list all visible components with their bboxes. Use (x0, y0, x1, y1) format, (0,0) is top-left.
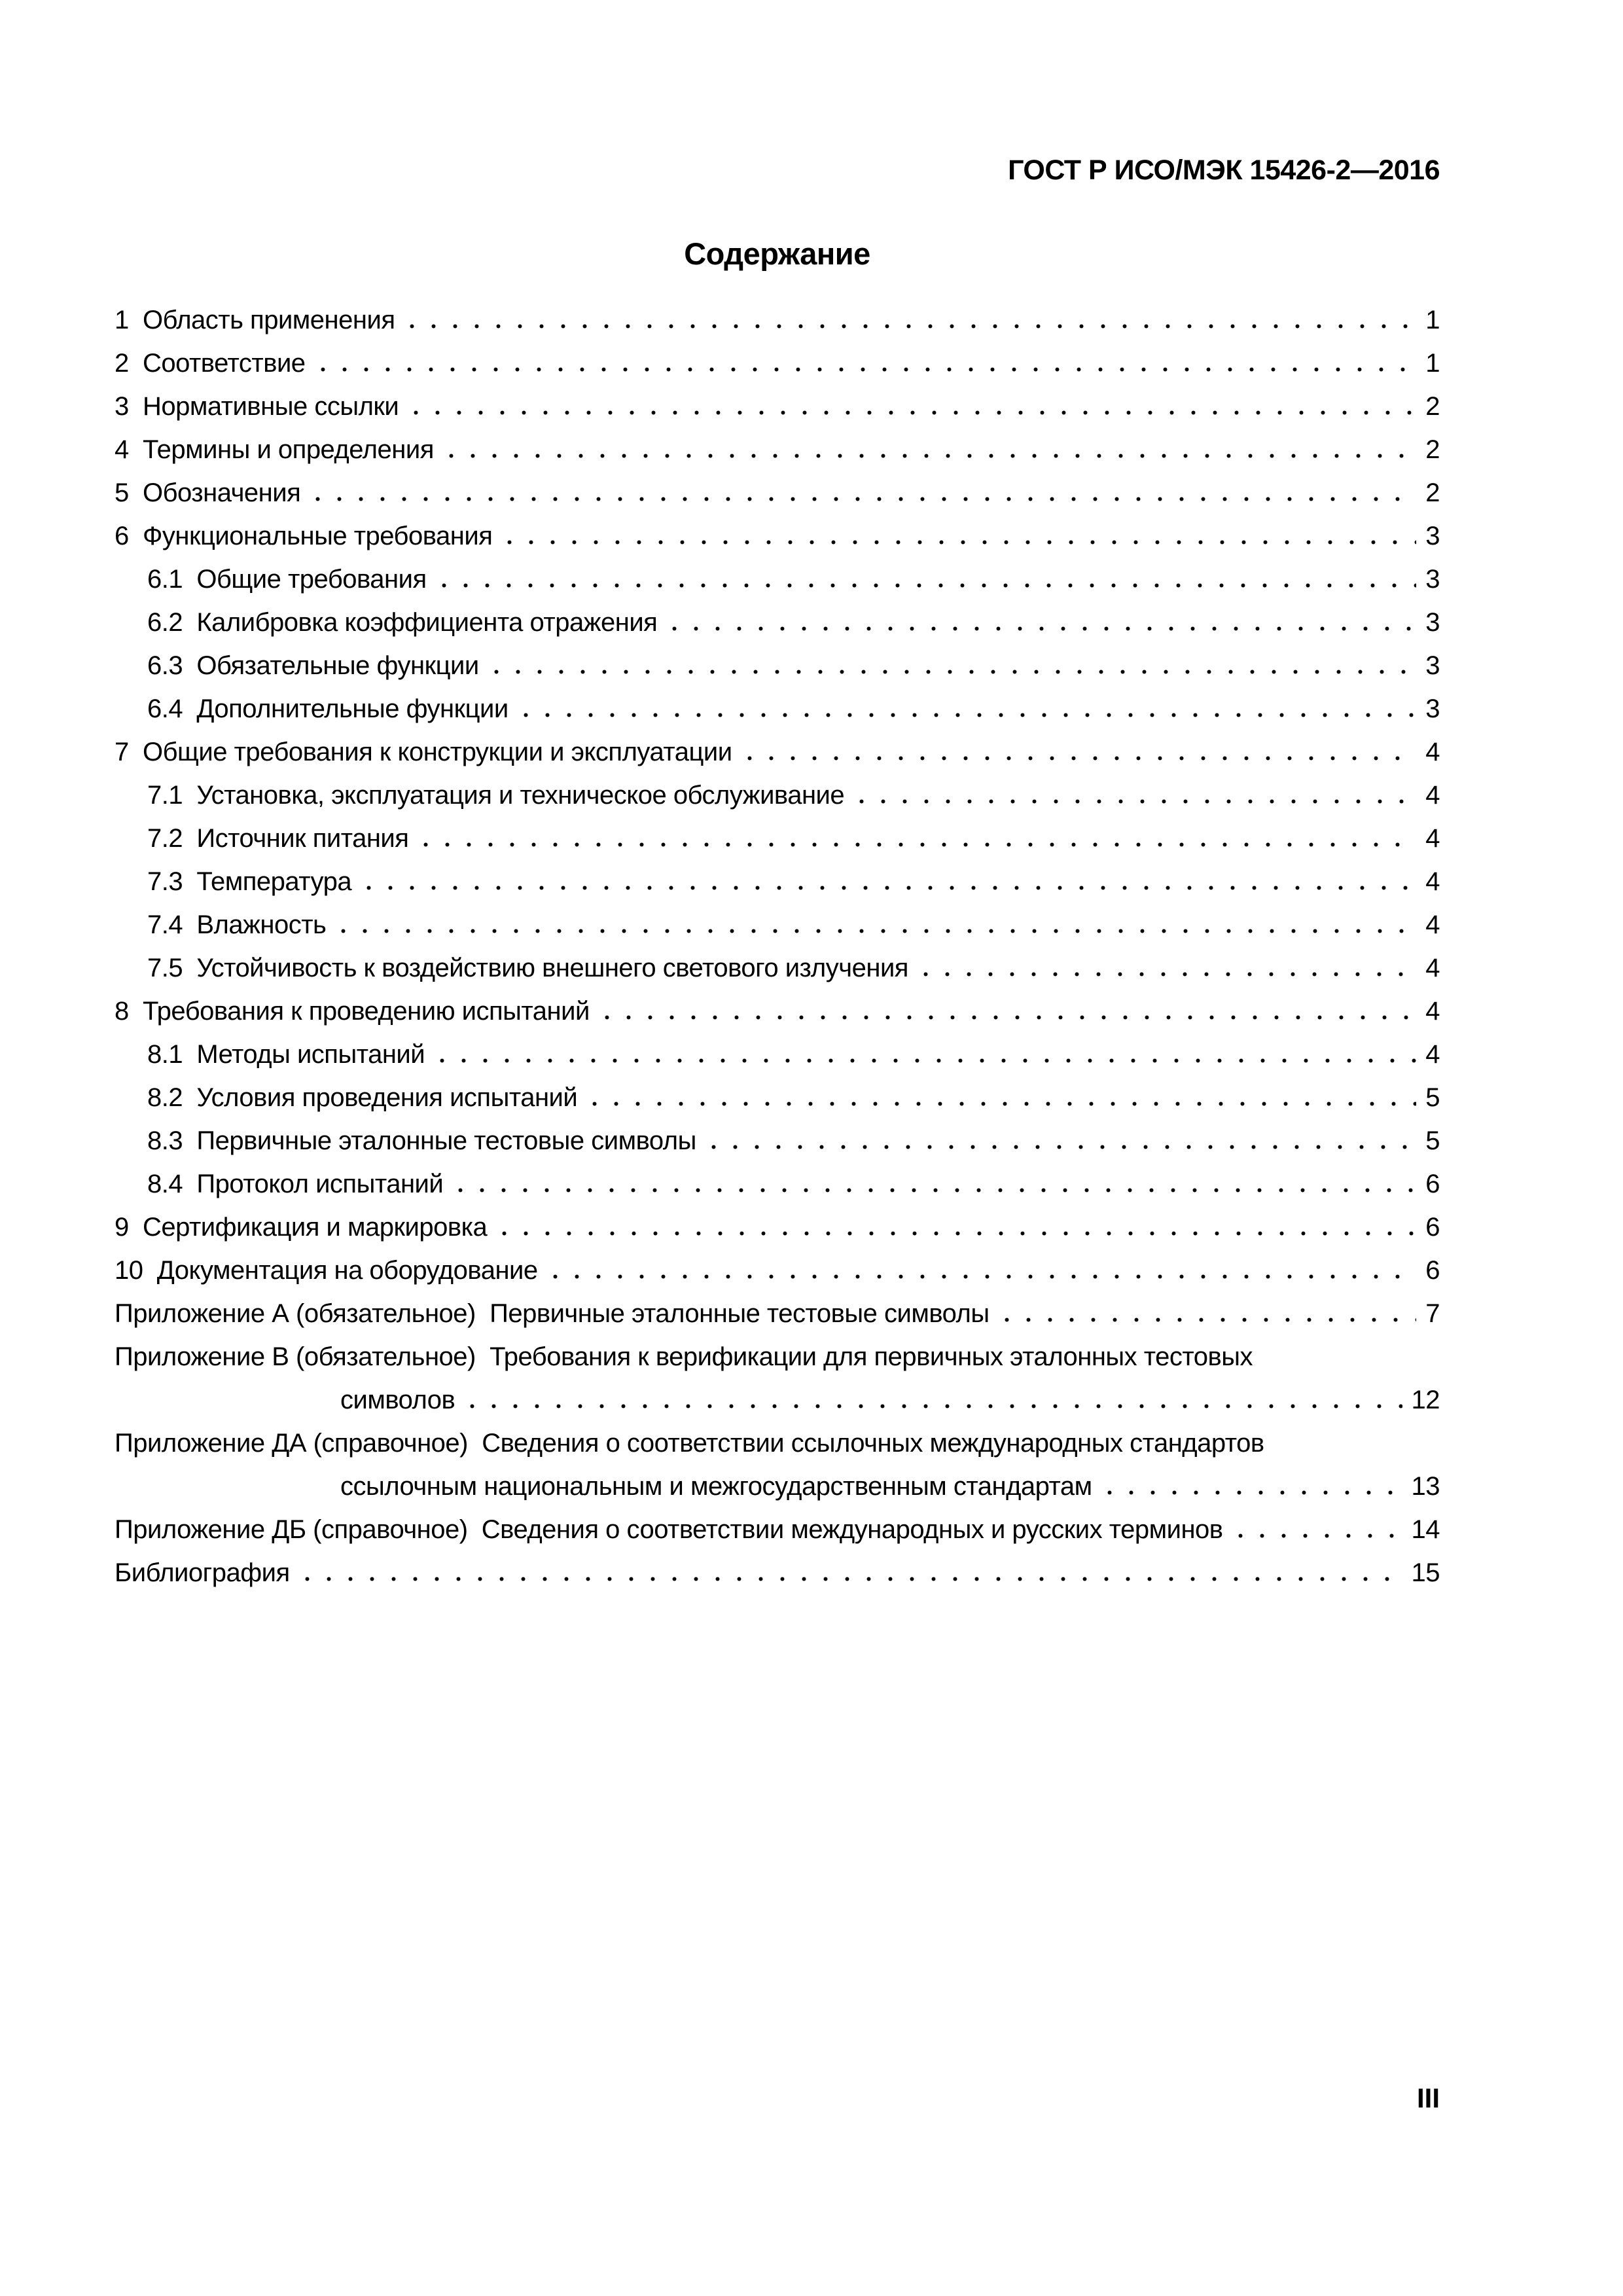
toc-entry-label: 8 Требования к проведению испытаний (115, 997, 590, 1026)
toc-entry (115, 471, 1440, 514)
toc-entry-page-number: 6 (1425, 1170, 1440, 1198)
toc-entry (115, 817, 1440, 860)
toc-entry-label: 6.3 Обязательные функции (147, 651, 479, 680)
toc-entry-label: 6.1 Общие требования (147, 565, 427, 594)
toc-leader-dots (515, 713, 1417, 717)
page-title: Содержание (684, 236, 870, 271)
toc-list (115, 298, 1440, 1594)
toc-entry-page-number: 1 (1425, 306, 1440, 334)
toc-leader-dots (596, 1015, 1416, 1020)
toc-entry-page-number: 4 (1425, 824, 1440, 853)
toc-leader-dots (332, 929, 1416, 933)
toc-leader-dots (584, 1102, 1416, 1106)
toc-entry-label: Приложение В (обязательное) Требования к верификации для первичных эталонных тестовых (115, 1342, 1253, 1371)
toc-entry-page-number: 4 (1425, 867, 1440, 896)
toc-entry (115, 1508, 1440, 1551)
toc-entry (115, 730, 1440, 774)
toc-entry-page-number: 7 (1425, 1299, 1440, 1328)
toc-entry-page-number: 6 (1425, 1256, 1440, 1285)
toc-entry-label: 10 Документация на оборудование (115, 1256, 538, 1285)
toc-entry-page-number: 4 (1425, 954, 1440, 982)
toc-entry (115, 1465, 1440, 1508)
toc-leader-dots (296, 1577, 1402, 1581)
footer-page-number: III (1416, 2083, 1440, 2113)
toc-entry-page-number: 1 (1425, 349, 1440, 378)
toc-entry-page-number: 5 (1425, 1126, 1440, 1155)
toc-leader-dots (703, 1145, 1416, 1149)
toc-entry-page-number: 3 (1425, 522, 1440, 550)
toc-entry-label: 7.3 Температура (147, 867, 352, 896)
toc-leader-dots (851, 799, 1416, 804)
toc-entry-page-number: 14 (1411, 1515, 1440, 1544)
toc-entry-label: 7.2 Источник питания (147, 824, 409, 853)
toc-entry (115, 1206, 1440, 1249)
toc-entry-label: 4 Термины и определения (115, 435, 434, 464)
toc-entry-page-number: 15 (1411, 1558, 1440, 1587)
toc-entry-label: 1 Область применения (115, 306, 395, 334)
toc-entry-label: Библиография (115, 1558, 290, 1587)
toc-entry (115, 644, 1440, 687)
toc-entry (115, 342, 1440, 385)
toc-leader-dots (996, 1318, 1417, 1322)
toc-leader-dots (461, 1404, 1402, 1408)
toc-entry (115, 1551, 1440, 1594)
toc-entry-page-number: 2 (1425, 435, 1440, 464)
toc-entry (115, 514, 1440, 558)
toc-entry-label: 7.4 Влажность (147, 910, 327, 939)
toc-leader-dots (915, 972, 1416, 977)
toc-entry-label: 6.2 Калибровка коэффициента отражения (147, 608, 658, 637)
toc-entry-page-number: 3 (1425, 651, 1440, 680)
toc-entry-page-number: 4 (1425, 910, 1440, 939)
toc-leader-dots (401, 324, 1416, 329)
toc-entry-page-number: 2 (1425, 478, 1440, 507)
toc-entry-label: Приложение А (обязательное) Первичные эталонные тестовые символы (115, 1299, 990, 1328)
toc-leader-dots (544, 1274, 1417, 1279)
toc-leader-dots (450, 1188, 1416, 1193)
toc-entry-label: ссылочным национальным и межгосударственным стандартам (340, 1472, 1092, 1501)
toc-leader-dots (486, 670, 1417, 674)
toc-entry-label: 8.1 Методы испытаний (147, 1040, 425, 1069)
toc-entry (115, 601, 1440, 644)
toc-entry-label: символов (340, 1386, 455, 1414)
toc-leader-dots (312, 367, 1417, 372)
toc-leader-dots (405, 410, 1416, 415)
toc-entry (115, 903, 1440, 946)
toc-leader-dots (499, 540, 1416, 545)
toc-entry (115, 946, 1440, 990)
toc-entry (115, 1162, 1440, 1206)
toc-entry (115, 687, 1440, 730)
toc-entry-label: 6 Функциональные требования (115, 522, 493, 550)
document-designation: ГОСТ Р ИСО/МЭК 15426-2—2016 (1008, 154, 1440, 186)
toc-leader-dots (433, 583, 1417, 588)
toc-entry-page-number: 4 (1425, 1040, 1440, 1069)
toc-entry-page-number: 4 (1425, 997, 1440, 1026)
toc-entry-page-number: 4 (1425, 781, 1440, 810)
toc-entry-page-number: 3 (1425, 565, 1440, 594)
toc-leader-dots (307, 497, 1416, 501)
toc-entry (115, 1422, 1440, 1465)
toc-entry-page-number: 3 (1425, 608, 1440, 637)
toc-entry-page-number: 5 (1425, 1083, 1440, 1112)
toc-entry-label: 6.4 Дополнительные функции (147, 694, 508, 723)
toc-entry-label: 5 Обозначения (115, 478, 301, 507)
toc-entry (115, 990, 1440, 1033)
toc-entry (115, 774, 1440, 817)
toc-leader-dots (664, 626, 1416, 631)
toc-leader-dots (431, 1058, 1416, 1063)
toc-entry-page-number: 12 (1411, 1386, 1440, 1414)
toc-entry-label: 2 Соответствие (115, 349, 306, 378)
toc-entry (115, 1378, 1440, 1422)
toc-leader-dots (739, 756, 1417, 761)
toc-entry-page-number: 3 (1425, 694, 1440, 723)
toc-leader-dots (1099, 1490, 1402, 1495)
toc-leader-dots (358, 886, 1416, 890)
toc-entry (115, 1119, 1440, 1162)
toc-leader-dots (415, 842, 1416, 847)
toc-entry (115, 860, 1440, 903)
toc-entry-label: 9 Сертификация и маркировка (115, 1213, 488, 1242)
toc-entry (115, 428, 1440, 471)
toc-leader-dots (440, 454, 1416, 458)
toc-leader-dots (1230, 1534, 1402, 1538)
toc-entry-label: Приложение ДБ (справочное) Сведения о соответствии международных и русских терминов (115, 1515, 1223, 1544)
toc-entry-page-number: 13 (1411, 1472, 1440, 1501)
toc-entry (115, 1076, 1440, 1119)
toc-entry (115, 385, 1440, 428)
toc-entry-label: Приложение ДА (справочное) Сведения о соответствии ссылочных международных стандартов (115, 1429, 1264, 1458)
toc-entry-label: 7.1 Установка, эксплуатация и техническое обслуживание (147, 781, 845, 810)
toc-entry-label: 8.2 Условия проведения испытаний (147, 1083, 578, 1112)
toc-entry (115, 1033, 1440, 1076)
toc-entry-page-number: 2 (1425, 392, 1440, 421)
toc-leader-dots (493, 1231, 1416, 1236)
toc-entry (115, 1292, 1440, 1335)
toc-entry-page-number: 4 (1425, 738, 1440, 766)
toc-entry (115, 558, 1440, 601)
toc-entry-page-number: 6 (1425, 1213, 1440, 1242)
toc-entry (115, 1335, 1440, 1378)
toc-entry-label: 7 Общие требования к конструкции и эксплуатации (115, 738, 732, 766)
toc-entry-label: 3 Нормативные ссылки (115, 392, 399, 421)
toc-entry-label: 8.3 Первичные эталонные тестовые символы (147, 1126, 696, 1155)
toc-entry-label: 7.5 Устойчивость к воздействию внешнего светового излучения (147, 954, 908, 982)
toc-entry-label: 8.4 Протокол испытаний (147, 1170, 444, 1198)
toc-entry (115, 298, 1440, 342)
toc-entry (115, 1249, 1440, 1292)
